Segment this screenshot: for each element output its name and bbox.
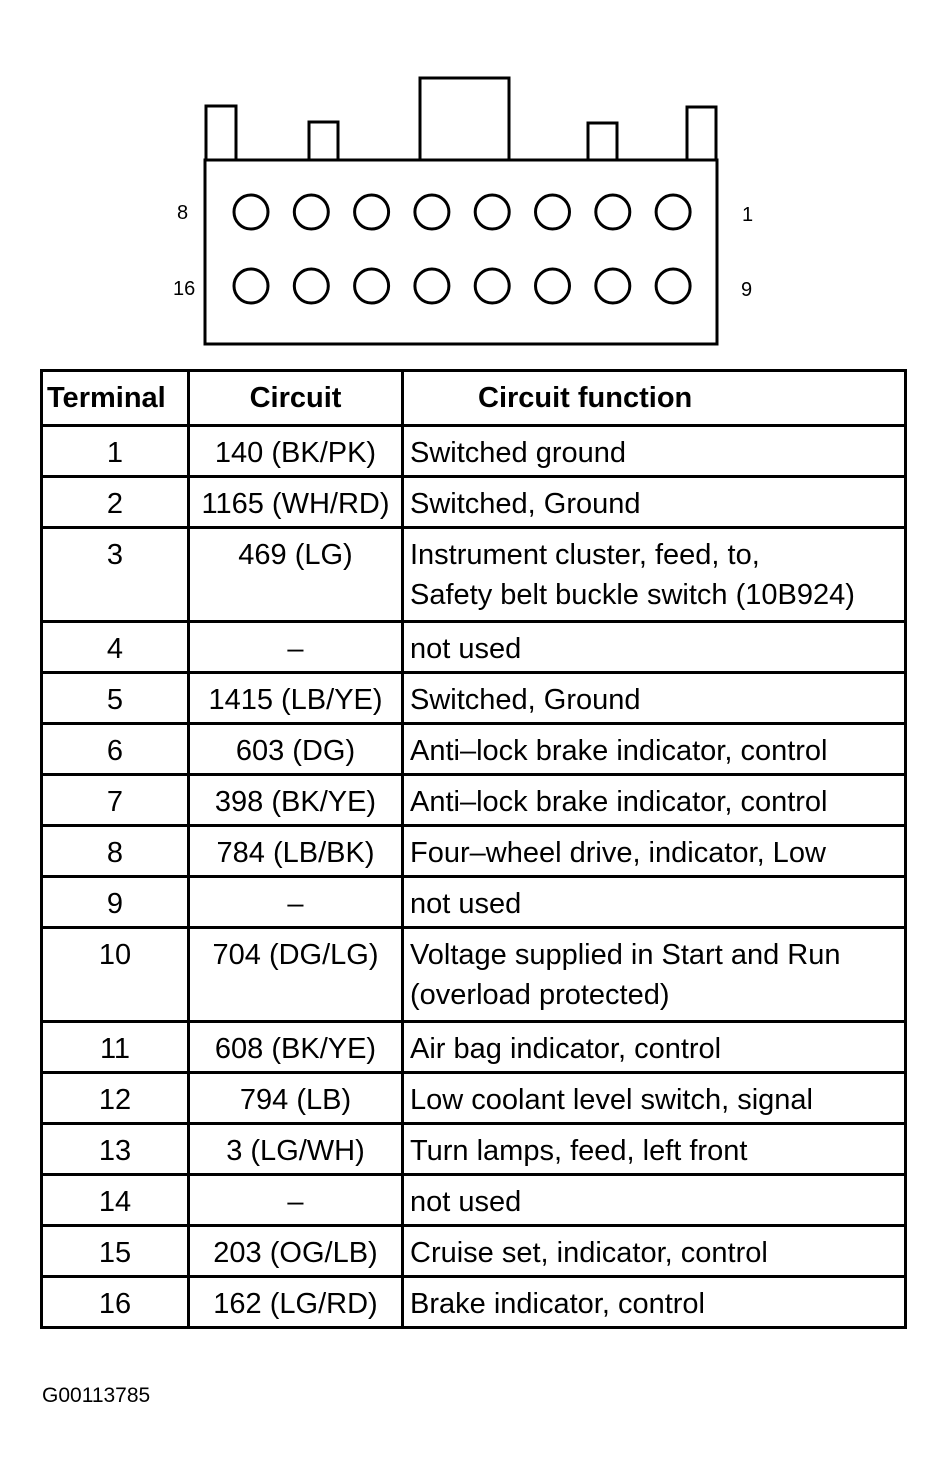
connector-pin	[415, 269, 449, 303]
cell-circuit: 603 (DG)	[189, 724, 403, 775]
connector-pin	[234, 269, 268, 303]
cell-terminal: 8	[42, 826, 189, 877]
cell-circuit: 608 (BK/YE)	[189, 1022, 403, 1073]
connector-face	[0, 0, 943, 360]
cell-circuit: 794 (LB)	[189, 1073, 403, 1124]
function-line: (overload protected)	[410, 979, 670, 1011]
cell-function	[403, 477, 906, 528]
connector-body	[205, 160, 717, 344]
cell-function	[403, 928, 906, 1022]
connector-pin	[596, 195, 630, 229]
cell-function	[403, 1226, 906, 1277]
cell-function	[403, 775, 906, 826]
table-row	[42, 1073, 906, 1124]
cell-function	[403, 528, 906, 622]
table-row	[42, 775, 906, 826]
function-line: Brake indicator, control	[410, 1288, 705, 1320]
cell-terminal: 9	[42, 877, 189, 928]
table-header-row	[42, 371, 906, 426]
table-row	[42, 622, 906, 673]
connector-outline	[0, 0, 943, 360]
cell-terminal: 6	[42, 724, 189, 775]
cell-circuit: 203 (OG/LB)	[189, 1226, 403, 1277]
connector-pin	[355, 195, 389, 229]
cell-function	[403, 1175, 906, 1226]
connector-pin	[596, 269, 630, 303]
cell-terminal: 5	[42, 673, 189, 724]
table-row	[42, 673, 906, 724]
function-line: Anti–lock brake indicator, control	[410, 786, 828, 818]
cell-terminal: 13	[42, 1124, 189, 1175]
pin-label-1: 1	[742, 204, 754, 226]
table-row	[42, 1022, 906, 1073]
cell-terminal: 3	[42, 528, 189, 622]
cell-function	[403, 877, 906, 928]
header-function: Circuit function	[403, 371, 906, 426]
cell-circuit: 140 (BK/PK)	[189, 426, 403, 477]
pin-label-16: 16	[173, 278, 196, 300]
cell-circuit: 162 (LG/RD)	[189, 1277, 403, 1328]
tab-center	[420, 78, 509, 160]
connector-pin	[656, 269, 690, 303]
cell-terminal: 2	[42, 477, 189, 528]
function-line: Switched, Ground	[410, 684, 641, 716]
cell-function	[403, 622, 906, 673]
header-terminal: Terminal	[42, 371, 189, 426]
tab-left	[206, 106, 236, 160]
function-line: Air bag indicator, control	[410, 1033, 722, 1065]
function-line: Cruise set, indicator, control	[410, 1237, 768, 1269]
function-line: Switched ground	[410, 437, 627, 469]
connector-pin	[536, 269, 570, 303]
function-line: Voltage supplied in Start and Run	[410, 939, 841, 971]
cell-terminal: 12	[42, 1073, 189, 1124]
function-line: not used	[410, 1186, 522, 1218]
table-row	[42, 1175, 906, 1226]
table-row	[42, 724, 906, 775]
connector-pin	[536, 195, 570, 229]
cell-terminal: 7	[42, 775, 189, 826]
table-row	[42, 826, 906, 877]
cell-function	[403, 673, 906, 724]
table-row	[42, 1124, 906, 1175]
connector-pin	[475, 195, 509, 229]
cell-terminal: 1	[42, 426, 189, 477]
table-row	[42, 477, 906, 528]
cell-circuit: –	[189, 877, 403, 928]
cell-function	[403, 426, 906, 477]
table-row	[42, 426, 906, 477]
function-line: Instrument cluster, feed, to,	[410, 539, 760, 571]
cell-function	[403, 826, 906, 877]
cell-terminal: 14	[42, 1175, 189, 1226]
cell-circuit: 784 (LB/BK)	[189, 826, 403, 877]
function-line: Anti–lock brake indicator, control	[410, 735, 828, 767]
tab-right-small	[588, 123, 617, 160]
cell-circuit: 398 (BK/YE)	[189, 775, 403, 826]
cell-circuit: 1165 (WH/RD)	[189, 477, 403, 528]
cell-function	[403, 1073, 906, 1124]
cell-function	[403, 1124, 906, 1175]
connector-pin	[475, 269, 509, 303]
cell-function	[403, 1277, 906, 1328]
table-row	[42, 928, 906, 1022]
tab-right	[687, 107, 716, 160]
function-line: Low coolant level switch, signal	[410, 1084, 813, 1116]
header-circuit: Circuit	[189, 371, 403, 426]
cell-terminal: 4	[42, 622, 189, 673]
cell-terminal: 10	[42, 928, 189, 1022]
table-row	[42, 877, 906, 928]
connector-pin	[355, 269, 389, 303]
pin-label-8: 8	[177, 202, 189, 224]
cell-circuit: 704 (DG/LG)	[189, 928, 403, 1022]
table-row	[42, 1277, 906, 1328]
cell-circuit: 3 (LG/WH)	[189, 1124, 403, 1175]
tab-left-small	[309, 122, 338, 160]
cell-circuit: –	[189, 1175, 403, 1226]
cell-terminal: 16	[42, 1277, 189, 1328]
function-line: Switched, Ground	[410, 488, 641, 520]
cell-function	[403, 724, 906, 775]
function-line: not used	[410, 888, 522, 920]
connector-pin	[234, 195, 268, 229]
function-line: Turn lamps, feed, left front	[410, 1135, 748, 1167]
connector-pin	[415, 195, 449, 229]
connector-pin	[294, 195, 328, 229]
cell-circuit: 469 (LG)	[189, 528, 403, 622]
pin-label-9: 9	[741, 279, 753, 301]
cell-terminal: 15	[42, 1226, 189, 1277]
function-line: Safety belt buckle switch (10B924)	[410, 579, 855, 611]
cell-circuit: 1415 (LB/YE)	[189, 673, 403, 724]
table-row	[42, 1226, 906, 1277]
terminal-table	[40, 369, 907, 1329]
function-line: Four–wheel drive, indicator, Low	[410, 837, 826, 869]
cell-circuit: –	[189, 622, 403, 673]
function-line: not used	[410, 633, 522, 665]
connector-pin	[656, 195, 690, 229]
table-row	[42, 528, 906, 622]
cell-function	[403, 1022, 906, 1073]
figure-id: G00113785	[42, 1384, 151, 1407]
cell-terminal: 11	[42, 1022, 189, 1073]
connector-pin	[294, 269, 328, 303]
